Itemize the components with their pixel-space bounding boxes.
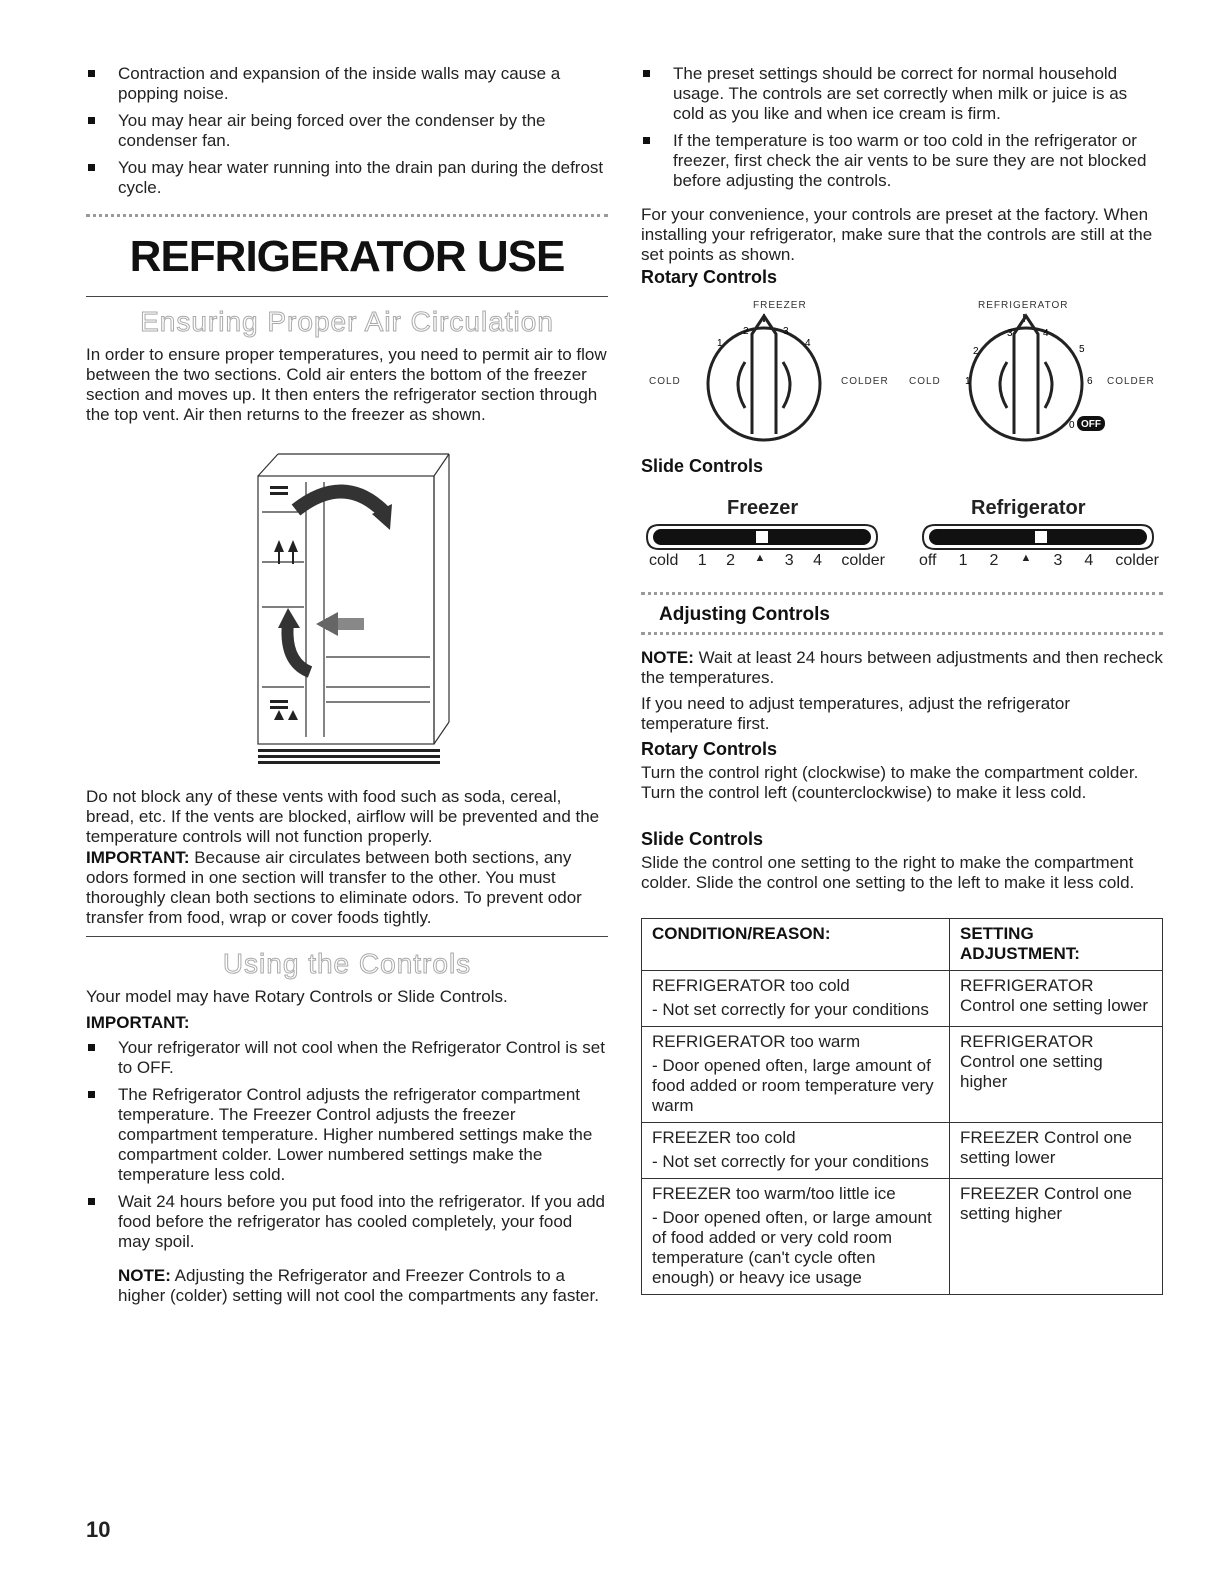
adjustment-table <box>641 918 1163 1295</box>
scale-label: off <box>919 552 937 569</box>
table-header: SETTING ADJUSTMENT: <box>950 919 1163 971</box>
adjust-rotary-text: Turn the control right (clockwise) to make the compartment colder. Turn the control left (counterclockwise) to make it less cold. <box>641 763 1139 802</box>
slide-controls-label: Slide Controls <box>641 456 764 476</box>
table-header-row <box>642 919 1163 971</box>
divider <box>86 296 608 297</box>
refrigerator-slide-title: Refrigerator <box>971 497 1086 519</box>
page-number: 10 <box>86 1517 111 1542</box>
page-title: REFRIGERATOR USE <box>129 232 565 281</box>
fridge-slider-knob <box>1035 531 1047 543</box>
list-item: Contraction and expansion of the inside walls may cause a popping noise. <box>86 64 608 104</box>
important-label: IMPORTANT: <box>86 1013 190 1032</box>
condition-text: FREEZER too warm/too little ice <box>652 1184 896 1203</box>
condition-text: FREEZER too cold <box>652 1128 796 1147</box>
divider <box>86 936 608 937</box>
scale-label: 4 <box>813 552 822 569</box>
dial-mark: 3 <box>1007 328 1013 339</box>
table-cell <box>642 1179 950 1295</box>
list-item: The preset settings should be correct for normal household usage. The controls are set correctly when milk or juice is as cold as you like and when ice cream is firm. <box>641 64 1163 124</box>
freezer-colder-label: COLDER <box>841 376 889 387</box>
condition-text: REFRIGERATOR too warm <box>652 1032 861 1051</box>
adjust-note <box>641 648 1163 688</box>
section-heading-controls: Using the Controls <box>222 948 472 979</box>
scale-label: cold <box>649 552 679 569</box>
table-row <box>642 1179 1163 1295</box>
adjust-para: If you need to adjust temperatures, adjust the refrigerator temperature first. <box>641 694 1071 733</box>
scale-label: 1 <box>958 552 968 569</box>
dial-mark: 6 <box>1087 376 1093 387</box>
list-item: Your refrigerator will not cool when the Refrigerator Control is set to OFF. <box>86 1038 608 1078</box>
adjust-rotary-heading: Rotary Controls <box>641 739 778 759</box>
scale-label: 3 <box>1053 552 1063 569</box>
scale-label: ▲ <box>754 552 766 564</box>
controls-important-label <box>86 1013 608 1033</box>
air-intro: In order to ensure proper temperatures, you need to permit air to flow between the two sections. Cold air enters the bottom of the freezer section and moves up. It then enters the refrigerator section through the top vent. Air then returns to the freezer as shown. <box>86 345 607 424</box>
dial-mark: 2 <box>973 346 979 357</box>
table-row <box>642 971 1163 1027</box>
fridge-colder-label: COLDER <box>1107 376 1155 387</box>
dial-mark: 1 <box>717 338 723 349</box>
freezer-rotary-dial[interactable] <box>701 312 831 448</box>
list-item: You may hear water running into the drain pan during the defrost cycle. <box>86 158 608 198</box>
section-heading-air: Ensuring Proper Air Circulation <box>140 306 554 337</box>
table-cell: FREEZER Control one setting higher <box>950 1179 1163 1295</box>
important-text: Because air circulates between both sections, any odors formed in one section will transfer to the other. You must thoroughly clean both sections to eliminate odors. To prevent odor transfer from food, wrap or cover foods tightly. <box>86 848 582 927</box>
freezer-dial-label: FREEZER <box>753 300 807 311</box>
reason-text: - Door opened often, large amount of food added or room temperature very warm <box>652 1056 934 1115</box>
controls-list <box>86 1038 608 1259</box>
reason-text: - Not set correctly for your conditions <box>652 1000 929 1019</box>
reason-text: - Not set correctly for your conditions <box>652 1152 929 1171</box>
off-label: OFF <box>1081 419 1101 430</box>
fridge-slide-scale[interactable] <box>919 552 1159 570</box>
freezer-slider-knob <box>756 531 768 543</box>
controls-intro: Your model may have Rotary Controls or Slide Controls. <box>86 987 508 1006</box>
dotted-divider <box>641 592 1163 595</box>
scale-label: ▲ <box>1020 552 1032 564</box>
list-item: You may hear air being forced over the condenser by the condenser fan. <box>86 111 608 151</box>
table-header: CONDITION/REASON: <box>642 919 950 971</box>
adjust-slide-text: Slide the control one setting to the right to make the compartment colder. Slide the control one setting to the left to make it less cold. <box>641 853 1135 892</box>
fridge-cold-label: COLD <box>909 376 941 387</box>
table-row <box>642 1027 1163 1123</box>
freezer-slide-scale[interactable] <box>649 552 885 570</box>
freezer-cold-label: COLD <box>649 376 681 387</box>
rotary-controls-label: Rotary Controls <box>641 267 778 287</box>
dial-mark: 5 <box>1079 344 1085 355</box>
scale-label: 1 <box>697 552 707 569</box>
dotted-divider <box>86 214 608 217</box>
dial-mark: 1 <box>965 376 971 387</box>
dotted-divider <box>641 632 1163 635</box>
important-label: IMPORTANT: <box>86 848 190 867</box>
dial-mark: 2 <box>743 326 749 337</box>
scale-label: 4 <box>1084 552 1094 569</box>
airflow-diagram <box>244 452 538 770</box>
table-cell: REFRIGERATOR Control one setting lower <box>950 971 1163 1027</box>
table-cell <box>642 971 950 1027</box>
note-text: Adjusting the Refrigerator and Freezer Controls to a higher (colder) setting will not cool the compartments any faster. <box>118 1266 599 1305</box>
scale-label: 2 <box>989 552 999 569</box>
table-cell: REFRIGERATOR Control one setting higher <box>950 1027 1163 1123</box>
condition-text: REFRIGERATOR too cold <box>652 976 850 995</box>
dial-mark: 4 <box>1043 328 1049 339</box>
reason-text: - Door opened often, or large amount of food added or very cold room temperature (can't cycle often enough) or heavy ice usage <box>652 1208 932 1287</box>
refrigerator-dial-label: REFRIGERATOR <box>978 300 1069 311</box>
scale-label: colder <box>1115 552 1159 569</box>
dial-mark: 3 <box>783 326 789 337</box>
table-row <box>642 1123 1163 1179</box>
air-important <box>86 848 608 928</box>
adjusting-controls-heading: Adjusting Controls <box>659 604 830 625</box>
adjust-slide-heading: Slide Controls <box>641 829 764 849</box>
table-cell: FREEZER Control one setting lower <box>950 1123 1163 1179</box>
air-block-text: Do not block any of these vents with food such as soda, cereal, bread, etc. If the vents are blocked, airflow will be prevented and the temperature controls will not function properly. <box>86 787 600 846</box>
controls-note <box>118 1266 608 1306</box>
preset-text: For your convenience, your controls are preset at the factory. When installing your refrigerator, make sure that the controls are still at the set points as shown. <box>641 205 1153 264</box>
list-item: Wait 24 hours before you put food into the refrigerator. If you add food before the refrigerator has cooled completely, your food may spoil. <box>86 1192 608 1252</box>
list-item: The Refrigerator Control adjusts the refrigerator compartment temperature. The Freezer Control adjusts the freezer compartment temperature. Higher numbered settings make the compartment colder. Lower numbered settings make the temperature less cold. <box>86 1085 608 1185</box>
note-label: NOTE: <box>118 1266 171 1285</box>
table-cell <box>642 1027 950 1123</box>
scale-label: colder <box>841 552 885 569</box>
dial-mark: 4 <box>805 338 811 349</box>
list-item: If the temperature is too warm or too cold in the refrigerator or freezer, first check the air vents to be sure they are not blocked before adjusting the controls. <box>641 131 1163 191</box>
table-cell <box>642 1123 950 1179</box>
freezer-slide-title: Freezer <box>727 497 799 519</box>
note-text: Wait at least 24 hours between adjustments and then recheck the temperatures. <box>641 648 1163 687</box>
refrigerator-rotary-dial[interactable] <box>965 312 1121 448</box>
scale-label: 2 <box>726 552 736 569</box>
noise-list <box>86 64 608 205</box>
dial-mark: 0 <box>1069 420 1075 431</box>
note-label: NOTE: <box>641 648 694 667</box>
scale-label: 3 <box>784 552 794 569</box>
slide-tracks <box>641 523 1163 551</box>
preset-list <box>641 64 1163 198</box>
